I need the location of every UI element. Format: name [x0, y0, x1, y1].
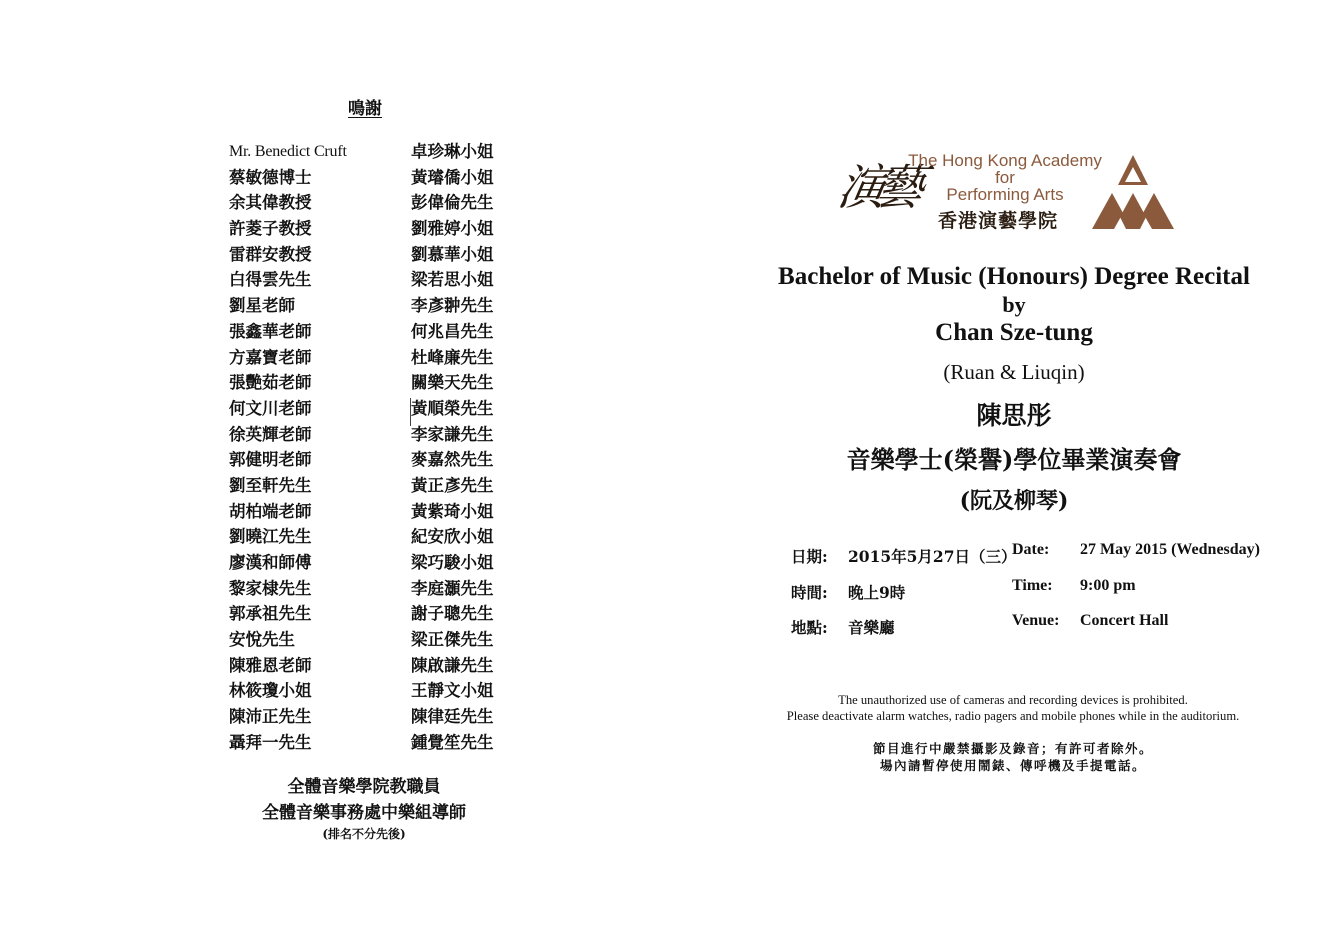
acknowledgement-row [229, 319, 519, 345]
logo-chinese-name: 香港演藝學院 [938, 210, 1059, 232]
notice-zh-line-2: 場內請暫停使用鬧錶、傳呼機及手提電話。 [879, 758, 1146, 773]
acknowledgement-row [229, 704, 519, 730]
date-value-zh: 2015年5月27日（三） [848, 547, 1017, 566]
acknowledged-name-left: 陳雅恩老師 [229, 655, 312, 675]
acknowledgement-row [229, 499, 519, 525]
acknowledgement-row [229, 216, 519, 242]
acknowledgement-row [229, 422, 519, 448]
acknowledgement-row [229, 293, 519, 319]
acknowledged-name-right: 王靜文小姐 [411, 681, 494, 701]
instruments-english: (Ruan & Liuqin) [943, 360, 1085, 384]
academy-emblem-icon [1090, 153, 1176, 231]
acknowledgements-title: 鳴謝 [348, 99, 382, 119]
acknowledged-name-right: 黃順榮先生 [411, 398, 494, 418]
acknowledged-name-right: 彭偉倫先生 [411, 193, 494, 213]
acknowledgement-row [229, 524, 519, 550]
acknowledged-name-right: 麥嘉然先生 [411, 450, 494, 470]
acknowledged-name-left: 劉至軒先生 [229, 475, 312, 495]
notice-chinese [754, 740, 1272, 774]
acknowledged-name-left: 雷群安教授 [229, 244, 312, 264]
instruments-chinese: (阮及柳琴) [959, 488, 1069, 514]
acknowledged-name-left: 廖漢和師傅 [229, 553, 312, 572]
acknowledged-name-left: 徐英輝老師 [229, 424, 312, 444]
acknowledgement-row [229, 473, 519, 499]
footer-line-academy-staff: 全體音樂學院教職員 [287, 777, 441, 797]
text-cursor [410, 398, 411, 426]
acknowledged-name-right: 鍾覺笙先生 [411, 732, 494, 752]
acknowledged-name-left: 張艷茹老師 [229, 373, 312, 393]
acknowledged-name-left: Mr. Benedict Cruft [229, 143, 347, 160]
acknowledged-name-left: 郭健明老師 [229, 450, 312, 470]
date-value-en: 27 May 2015 (Wednesday) [1080, 541, 1260, 558]
acknowledged-name-right: 李彥翀先生 [411, 296, 494, 316]
acknowledged-name-left: 林筱瓊小姐 [229, 681, 312, 701]
acknowledged-name-right: 黃紫琦小姐 [411, 501, 494, 521]
venue-value-en: Concert Hall [1080, 612, 1169, 629]
acknowledgement-row [229, 653, 519, 679]
acknowledged-name-left: 聶拜一先生 [229, 732, 312, 752]
by-label: by [1002, 292, 1026, 317]
acknowledgement-row [229, 447, 519, 473]
date-label-zh: 日期: [791, 547, 828, 566]
acknowledgement-row [229, 601, 519, 627]
time-label-en: Time: [1012, 577, 1053, 594]
acknowledged-name-right: 劉慕華小姐 [411, 244, 494, 264]
acknowledged-name-right: 卓珍琳小姐 [411, 142, 494, 161]
acknowledgement-row [229, 396, 519, 422]
logo-english-name [890, 152, 1120, 203]
acknowledged-name-right: 李庭灝先生 [411, 578, 494, 598]
logo-en-line-2: for [995, 168, 1015, 187]
acknowledgement-row [229, 242, 519, 268]
acknowledgement-row [229, 370, 519, 396]
logo-en-line-1: The Hong Kong Academy [908, 151, 1102, 170]
notice-en-line-1: The unauthorized use of cameras and recording devices is prohibited. [838, 693, 1188, 707]
acknowledgement-row [229, 139, 519, 165]
acknowledgement-row [229, 165, 519, 191]
acknowledged-name-right: 梁巧駿小姐 [411, 553, 494, 572]
acknowledged-name-left: 劉星老師 [229, 296, 295, 316]
performer-name: Chan Sze-tung [935, 319, 1093, 346]
acknowledged-name-right: 關樂天先生 [411, 373, 494, 393]
acknowledged-name-right: 梁若思小姐 [411, 270, 494, 290]
acknowledgement-row [229, 190, 519, 216]
acknowledged-name-right: 黃正彥先生 [411, 475, 494, 495]
notice-english [754, 692, 1272, 724]
acknowledgements-footer [214, 774, 514, 842]
logo-en-line-3: Performing Arts [946, 185, 1064, 204]
notice-zh-line-1: 節目進行中嚴禁攝影及錄音；有許可者除外。 [872, 741, 1153, 756]
acknowledged-name-right: 李家謙先生 [411, 424, 494, 444]
acknowledged-name-right: 劉雅婷小姐 [411, 219, 494, 239]
performer-name-chinese: 陳思彤 [976, 401, 1052, 430]
acknowledged-name-right: 陳律廷先生 [411, 707, 494, 727]
footer-ordering-note: (排名不分先後) [322, 827, 406, 841]
acknowledged-name-right: 梁正傑先生 [411, 630, 494, 650]
acknowledged-name-left: 黎家棣先生 [229, 578, 312, 598]
venue-label-zh: 地點: [791, 618, 828, 637]
acknowledged-name-left: 張鑫華老師 [229, 321, 312, 341]
venue-label-en: Venue: [1012, 612, 1060, 629]
cover-english-heading [754, 262, 1274, 348]
academy-logo [833, 148, 1178, 236]
acknowledged-name-left: 白得雲先生 [229, 270, 312, 290]
acknowledgement-row [229, 576, 519, 602]
acknowledged-name-right: 謝子聰先生 [411, 604, 494, 624]
acknowledgement-row [229, 267, 519, 293]
acknowledged-name-left: 胡柏端老師 [229, 501, 312, 521]
acknowledgements-list [229, 139, 519, 756]
acknowledged-name-left: 許菱子教授 [229, 219, 312, 239]
acknowledged-name-left: 蔡敏德博士 [229, 167, 312, 187]
acknowledged-name-left: 何文川老師 [229, 398, 312, 418]
acknowledged-name-left: 劉曉江先生 [229, 527, 312, 547]
footer-line-tutors: 全體音樂事務處中樂組導師 [262, 803, 466, 823]
acknowledged-name-right: 陳啟謙先生 [411, 655, 494, 675]
acknowledged-name-right: 杜峰廉先生 [411, 347, 494, 367]
notice-en-line-2: Please deactivate alarm watches, radio pagers and mobile phones while in the auditorium. [786, 709, 1240, 723]
acknowledgement-row [229, 345, 519, 371]
acknowledgement-row [229, 627, 519, 653]
acknowledged-name-left: 陳沛正先生 [229, 707, 312, 727]
acknowledged-name-left: 方嘉寶老師 [229, 347, 312, 367]
time-label-zh: 時間: [791, 583, 828, 602]
venue-value-zh: 音樂廳 [848, 618, 895, 637]
acknowledged-name-right: 紀安欣小姐 [411, 527, 494, 547]
degree-title-chinese: 音樂學士(榮譽)學位畢業演奏會 [846, 445, 1182, 474]
acknowledged-name-right: 何兆昌先生 [411, 321, 494, 341]
acknowledged-name-left: 余其偉教授 [229, 193, 312, 213]
acknowledged-name-left: 郭承祖先生 [229, 604, 312, 624]
acknowledged-name-right: 黃璿僑小姐 [411, 167, 494, 187]
acknowledgement-row [229, 730, 519, 756]
logo-brush-calligraphy: 演藝 [833, 160, 919, 216]
date-label-en: Date: [1012, 541, 1050, 558]
acknowledgement-row [229, 678, 519, 704]
time-value-en: 9:00 pm [1080, 577, 1136, 594]
time-value-zh: 晚上9時 [848, 583, 906, 602]
degree-title: Bachelor of Music (Honours) Degree Recital [778, 263, 1250, 290]
acknowledged-name-left: 安悅先生 [229, 630, 295, 650]
acknowledgement-row [229, 550, 519, 576]
